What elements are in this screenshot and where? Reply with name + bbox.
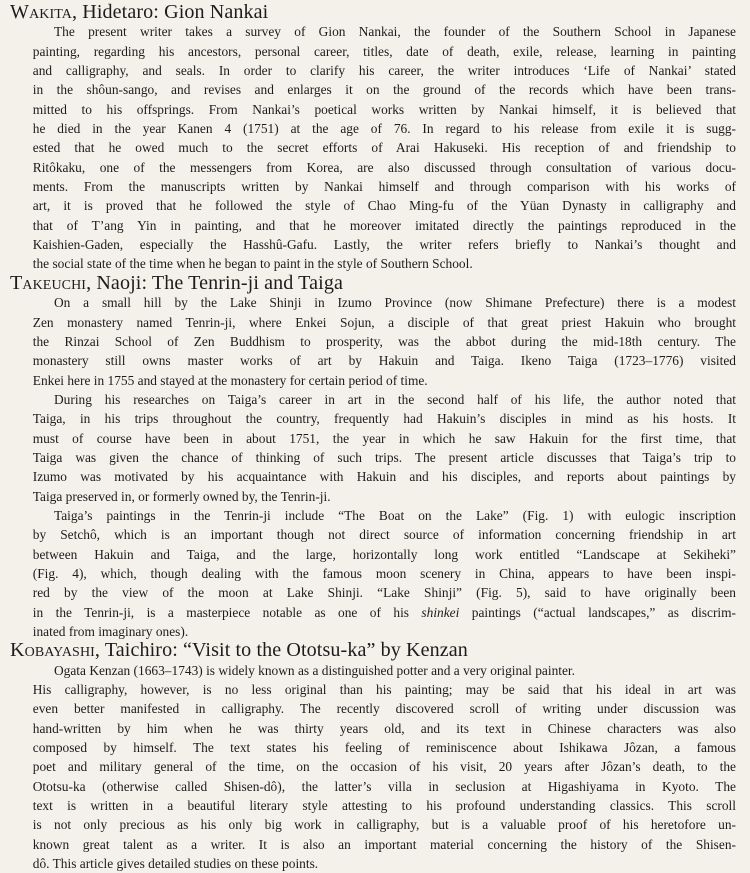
heading-colon: : bbox=[141, 271, 152, 294]
heading-comma: , bbox=[94, 639, 105, 662]
article-title: “Visit to the Ototsu-ka” by Kenzan bbox=[183, 639, 468, 662]
entry-kobayashi bbox=[10, 641, 736, 873]
heading-colon: : bbox=[153, 1, 165, 23]
heading-colon: : bbox=[172, 639, 184, 662]
heading-comma: , bbox=[72, 1, 83, 23]
text-line: Taiga was given the chance of thinking of such trips. The present article discusses that Taiga’s trip to bbox=[32, 449, 736, 465]
author-surname: Wakita bbox=[10, 1, 72, 23]
abstract-paragraph bbox=[10, 293, 736, 390]
text-line: ested that he owed much to the secret efforts of Arai Hakuseki. His reception of and friendship to bbox=[32, 140, 736, 156]
text-line: known great talent as a writer. It is also an important material concerning the history of the Shisen- bbox=[32, 836, 736, 852]
text-line: dô. This article gives detailed studies on these points. bbox=[32, 856, 319, 872]
text-line: monastery still owns master works of art by Hakuin and Taiga. Ikeno Taiga (1723–1776) visited bbox=[32, 353, 736, 369]
text-line: The present writer takes a survey of Gion Nankai, the founder of the Southern School in Japanese bbox=[54, 24, 736, 40]
entry-heading bbox=[10, 3, 736, 22]
text-line: is not only precious as his only big work in calligraphy, but is a valuable proof of his heretofore un- bbox=[32, 817, 736, 833]
text-line: even better manifested in calligraphy. The recently discovered scroll of writing under discussion was bbox=[32, 701, 736, 717]
text-line: composed by himself. The text states his feeling of reminiscence about Ishikawa Jôzan, a famous bbox=[32, 740, 736, 756]
text-line: in the shôun-sango, and revises and enlarges it on the ground of the records which have been trans- bbox=[32, 82, 736, 98]
text-line: Ototsu-ka (otherwise called Shisen-dô), the latter’s villa in seclusion at Higashiyama in Kyoto. The bbox=[32, 778, 736, 794]
text-line: Izumo was motivated by his acquaintance with Hakuin and his disciples, and reports about paintings by bbox=[32, 469, 736, 485]
text-line: Taiga preserved in, or formerly owned by, the Tenrin-ji. bbox=[32, 488, 331, 504]
heading-comma: , bbox=[86, 271, 97, 294]
author-given: Taichiro bbox=[104, 639, 173, 662]
text-line: inated from imaginary ones). bbox=[32, 624, 189, 639]
text-line: painting, regarding his ancestors, personal career, titles, date of death, exile, release, learning in painting bbox=[32, 43, 736, 59]
text-line: by Setchô, which is an important though not direct source of information concerning friendship in art bbox=[32, 527, 736, 543]
text-line: Enkei here in 1755 and stayed at the monastery for certain period of time. bbox=[32, 372, 428, 388]
text-line: red by the view of the moon at Lake Shinji. “Lake Shinji” (Fig. 5), said to have originally been bbox=[32, 585, 736, 601]
author-surname: Takeuchi bbox=[10, 271, 87, 294]
abstract-paragraph bbox=[10, 390, 736, 506]
text-line: that of T’ang Yin in painting, and that he moreover imitated directly the paintings reproduced in the bbox=[32, 217, 736, 233]
text-line: the social state of the time when he began to paint in the style of Southern School. bbox=[32, 256, 473, 272]
text-line: in the Tenrin-ji, is a masterpiece notable as one of his shinkei paintings (“actual landscapes,” as discrim- bbox=[32, 604, 736, 620]
text-line: between Hakuin and Taiga, and the large, horizontally long work entitled “Landscape at Sekiheki” bbox=[32, 546, 736, 562]
entry-heading bbox=[10, 271, 736, 294]
article-title: Gion Nankai bbox=[164, 1, 269, 23]
text-line: Taiga’s paintings in the Tenrin-ji include “The Boat on the Lake” (Fig. 1) with eulogic inscription bbox=[54, 507, 736, 523]
text-line: text is written in a beautiful literary style attesting to his profound understanding classics. This scroll bbox=[32, 798, 736, 814]
text-line: and calligraphy, and seals. In order to clarify his career, the writer introduces ‘Life of Nankai’ stated bbox=[32, 63, 736, 79]
text-line: must of course have been in about 1751, the year in which he saw Hakuin for the first time, that bbox=[32, 430, 736, 446]
text-line: the Rinzai School of Zen Buddhism to prosperity, was the abbot during the mid-18th century. The bbox=[32, 333, 736, 349]
entry-heading bbox=[10, 641, 736, 660]
text-line: art, it is proved that he followed the style of Chao Ming-fu of the Yüan Dynasty in calligraphy and bbox=[32, 198, 736, 214]
text-line: Ritôkaku, one of the messengers from Korea, are also discussed through consultation of various docu- bbox=[32, 159, 736, 175]
entry-wakita bbox=[10, 3, 736, 274]
text-line: poet and military general of the time, on the occasion of his visit, 20 years after Jôzan’s death, to the bbox=[32, 759, 736, 775]
author-surname: Kobayashi bbox=[10, 639, 95, 662]
text-line: Ogata Kenzan (1663–1743) is widely known as a distinguished potter and a very original painter. bbox=[54, 662, 575, 678]
text-line: During his researches on Taiga’s career in art in the second half of his life, the author noted that bbox=[54, 391, 736, 407]
text-line: On a small hill by the Lake Shinji in Izumo Province (now Shimane Prefecture) there is a modest bbox=[54, 295, 736, 311]
text-line: Zen monastery named Tenrin-ji, where Enkei Sojun, a disciple of that great priest Hakuin who brought bbox=[32, 314, 736, 330]
text-line: he died in the year Kanen 4 (1751) at the age of 76. In regard to his release from exile it is sugg- bbox=[32, 121, 736, 137]
text-line: His calligraphy, however, is no less original than his painting; may be said that his ideal in art was bbox=[32, 682, 736, 698]
text-line: (Fig. 4), which, though dealing with the famous moon scenery in China, appears to have been inspi- bbox=[32, 565, 736, 581]
text-line: Taiga, in his trips throughout the country, frequently had Hakuin’s disciples in mind as his hosts. It bbox=[32, 411, 736, 427]
article-title: The Tenrin-ji and Taiga bbox=[151, 271, 343, 294]
abstract-paragraph bbox=[10, 22, 736, 273]
text-line: Kaishien-Gaden, especially the Hasshû-Gafu. Lastly, the writer refers briefly to Nankai’s thought and bbox=[32, 237, 736, 253]
author-given: Hidetaro bbox=[82, 1, 154, 23]
abstract-paragraph bbox=[10, 506, 736, 641]
text-line: hand-written by him when he was thirty years old, and its text in Chinese characters was also bbox=[32, 720, 736, 736]
text-line: ments. From the manuscripts written by Nankai himself and through comparison with his works of bbox=[32, 179, 736, 195]
text-line: mitted to his offsprings. From Nankai’s poetical works written by Nankai himself, it is believed that bbox=[32, 101, 736, 117]
author-given: Naoji bbox=[96, 271, 142, 294]
entry-takeuchi bbox=[10, 271, 736, 642]
abstract-paragraph bbox=[10, 661, 736, 873]
